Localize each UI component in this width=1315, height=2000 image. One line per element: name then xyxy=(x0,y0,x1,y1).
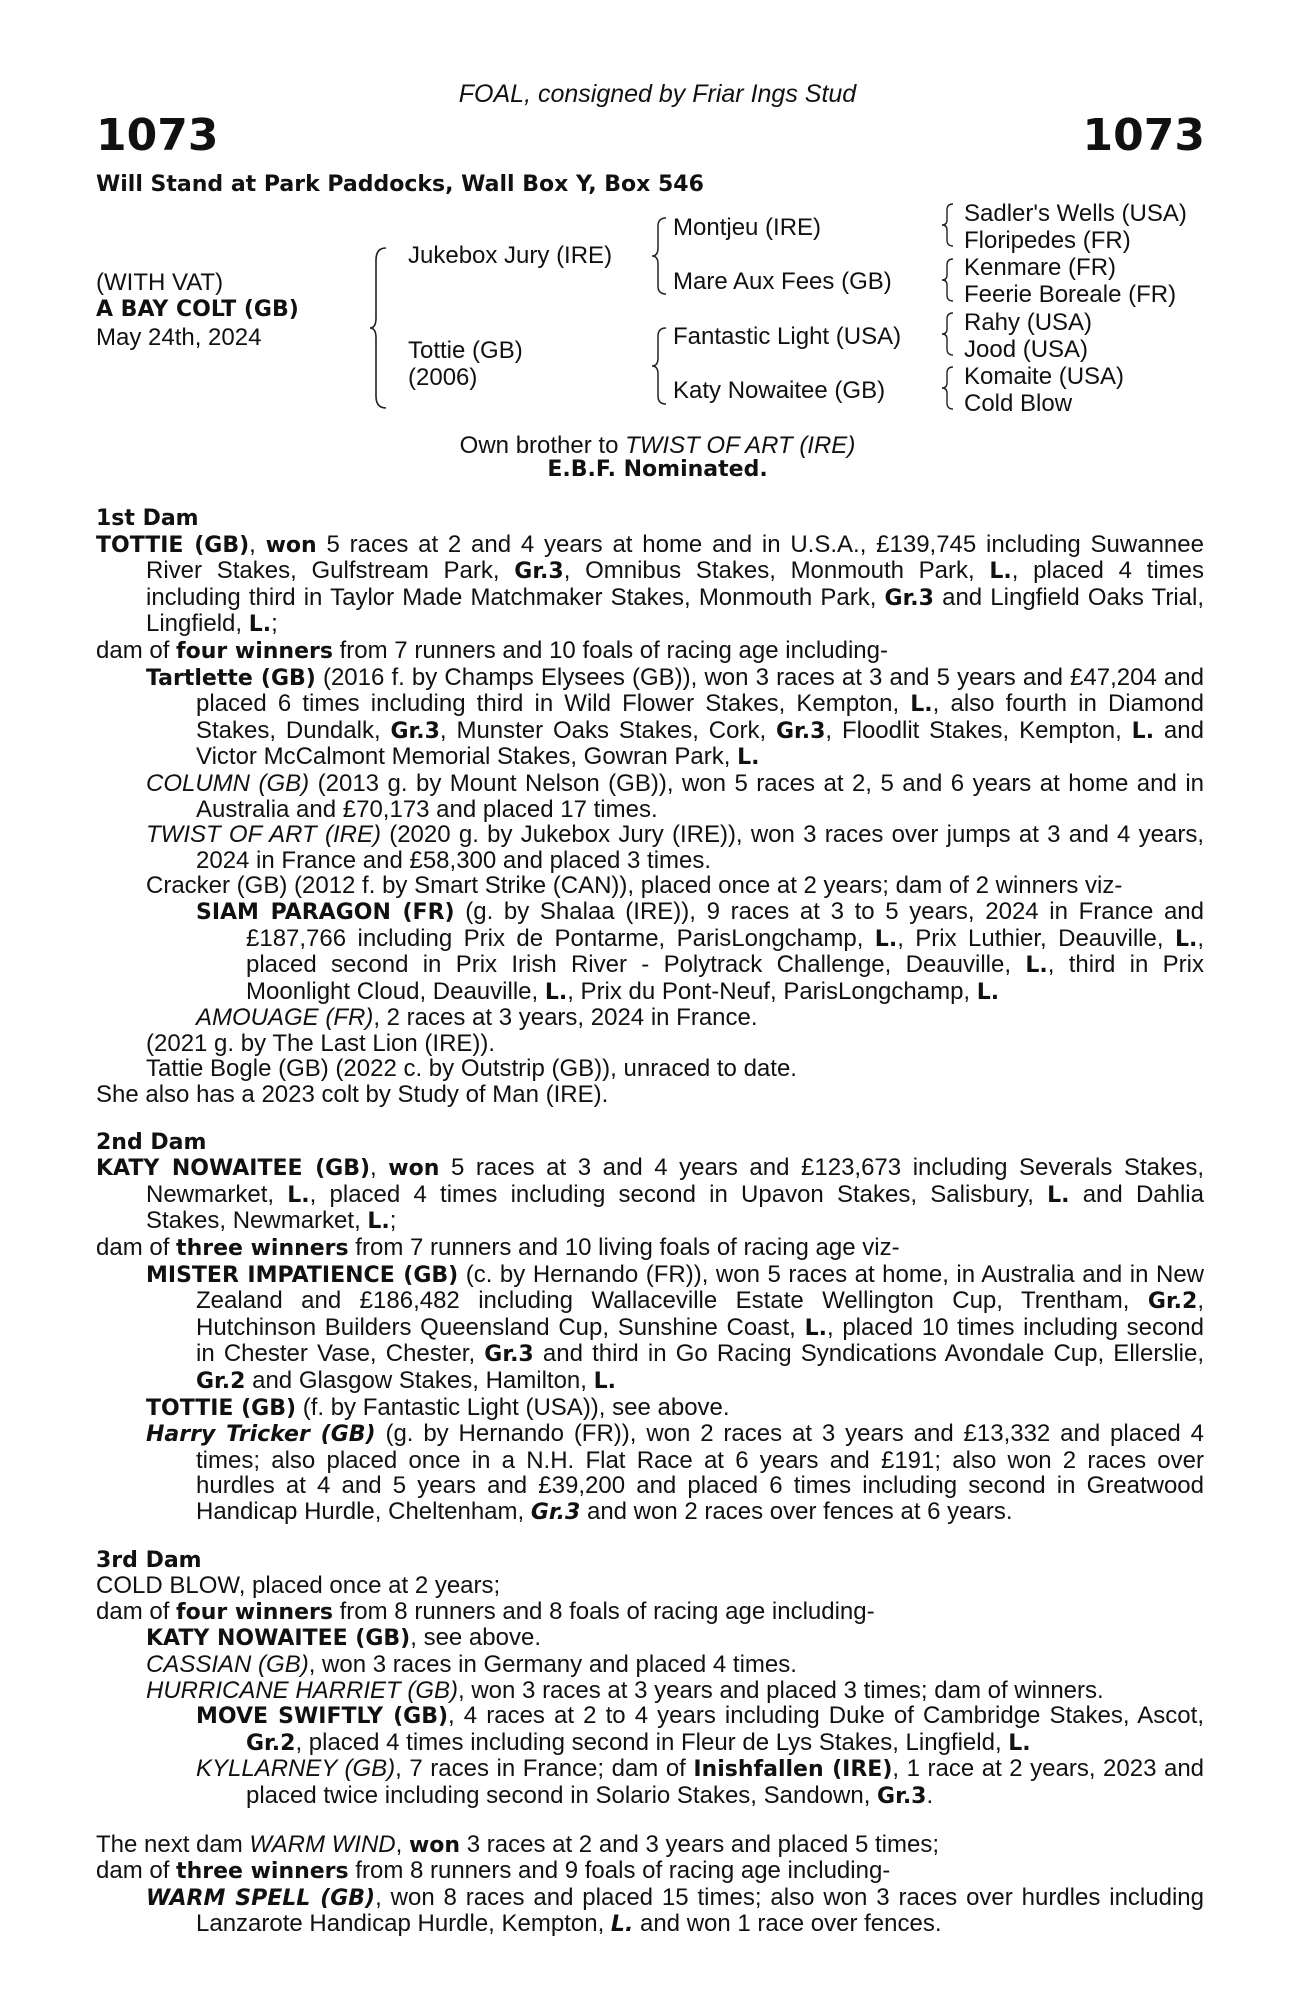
pedigree-dam-dam: Katy Nowaitee (GB) xyxy=(673,377,886,404)
emphasis-text: MOVE SWIFTLY (GB) xyxy=(196,1704,449,1730)
produce-entry xyxy=(96,1678,1204,1704)
body-text: (g. by Hernando (FR)), won 2 races at 3 years and £13,332 and placed 4 times; also placed once in a N.H. Flat Race at 6 years and £191; also won 2 races over hurdles at 4 and 5 years and £39,200 and placed 6 times including second in Greatwood Handicap Hurdle, Cheltenham, xyxy=(196,1420,1204,1525)
emphasis-text: KATY NOWAITEE (GB) xyxy=(146,1626,411,1652)
body-text: , placed second in Prix Irish River - Polytrack Challenge, Deauville, xyxy=(246,924,1204,979)
catalogue-body xyxy=(96,506,1204,1938)
body-text: dam of xyxy=(96,1597,177,1625)
emphasis-text: L. xyxy=(910,692,933,718)
body-text: She also has a 2023 colt by Study of Man (IRE). xyxy=(96,1081,609,1109)
emphasis-text: COLUMN (GB) xyxy=(146,769,310,797)
body-text: , 7 races in France; dam of xyxy=(395,1755,694,1783)
body-text: ; xyxy=(271,610,278,638)
emphasis-text: L. xyxy=(874,926,898,952)
body-text: dam of xyxy=(96,636,177,664)
body-text: (2020 g. by Jukebox Jury (IRE)), won 3 races over jumps at 3 and 4 years, 2024 in France and £58,300 and placed 3 times. xyxy=(196,821,1204,874)
emphasis-text: L. xyxy=(544,979,568,1005)
body-text: (f. by Fantastic Light (USA)), see above. xyxy=(296,1393,730,1421)
body-text: , Omnibus Stakes, Monmouth Park, xyxy=(563,557,990,585)
body-text: dam of xyxy=(96,1857,177,1885)
first-dam-produce-summary xyxy=(96,638,1204,665)
emphasis-text: Gr.3 xyxy=(514,559,564,585)
pedigree-dam-year: (2006) xyxy=(408,364,478,391)
body-text: from 7 runners and 10 living foals of racing age viz- xyxy=(348,1234,900,1262)
stand-location: Will Stand at Park Paddocks, Wall Box Y, Box 546 xyxy=(96,172,704,197)
emphasis-text: Tartlette (GB) xyxy=(146,665,316,691)
second-dam-produce-summary xyxy=(96,1235,1204,1262)
body-text: from 8 runners and 8 foals of racing age including- xyxy=(332,1597,875,1625)
emphasis-text: L. xyxy=(1008,1730,1031,1756)
body-text: , xyxy=(249,530,266,558)
body-text: and Dahlia Stakes, Newmarket, xyxy=(146,1180,1204,1235)
produce-entry xyxy=(96,899,1204,1005)
emphasis-text: Inishfallen (IRE) xyxy=(693,1757,893,1783)
body-text: , Prix du Pont-Neuf, ParisLongchamp, xyxy=(567,977,977,1005)
pedigree-sire-dam: Mare Aux Fees (GB) xyxy=(673,268,892,295)
body-text: , Prix Luthier, Deauville, xyxy=(897,924,1175,952)
pedigree-g3: Kenmare (FR) xyxy=(964,254,1117,281)
body-text: (g. by Shalaa (IRE)), 9 races at 3 to 5 years, 2024 in France and £187,766 including Prix de Pontarme, ParisLongchamp, xyxy=(246,897,1205,952)
next-dam-produce-summary xyxy=(96,1858,1204,1885)
emphasis-text: CASSIAN (GB) xyxy=(146,1650,309,1678)
third-dam-produce-summary xyxy=(96,1599,1204,1626)
body-text: 5 races at 3 and 4 years and £123,673 including Severals Stakes, Newmarket, xyxy=(146,1154,1204,1208)
body-text: , won 8 races and placed 15 times; also won 3 races over hurdles including Lanzarote Handicap Hurdle, Kempton, xyxy=(196,1883,1204,1938)
body-text: , 2 races at 3 years, 2024 in France. xyxy=(373,1004,758,1032)
produce-entry xyxy=(96,1756,1204,1809)
produce-entry xyxy=(96,1005,1204,1031)
emphasis-text: L. xyxy=(1174,926,1198,952)
emphasis-text: AMOUAGE (FR) xyxy=(196,1004,374,1032)
body-text: The next dam xyxy=(96,1830,250,1858)
emphasis-text: L. xyxy=(1131,718,1155,744)
body-text: and won 2 races over fences at 6 years. xyxy=(580,1497,1013,1525)
emphasis-text: KYLLARNEY (GB) xyxy=(196,1755,396,1783)
next-dam-paragraph xyxy=(96,1832,1204,1859)
emphasis-text: Gr.2 xyxy=(246,1730,296,1756)
emphasis-text: L. xyxy=(737,745,760,771)
produce-entry xyxy=(96,1625,1204,1652)
emphasis-text: HURRICANE HARRIET (GB) xyxy=(146,1676,459,1704)
body-text: Cracker (GB) (2012 f. by Smart Strike (CAN)), placed once at 2 years; dam of 2 winners viz- xyxy=(146,872,1123,900)
produce-entry xyxy=(96,771,1204,822)
emphasis-text: L. xyxy=(1047,1182,1070,1208)
pedigree-dam-sire: Fantastic Light (USA) xyxy=(673,323,902,350)
body-text: , 4 races at 2 to 4 years including Duke of Cambridge Stakes, Ascot, xyxy=(448,1702,1204,1730)
first-dam-heading: 1st Dam xyxy=(96,506,199,531)
emphasis-text: TWIST OF ART (IRE) xyxy=(146,821,381,849)
lot-number-right: 1073 xyxy=(1082,110,1205,161)
pedigree-g4: Feerie Boreale (FR) xyxy=(964,281,1177,308)
emphasis-text: Gr.3 xyxy=(390,718,440,744)
emphasis-text: three winners xyxy=(176,1236,349,1262)
body-text: , xyxy=(395,1830,409,1858)
body-text: 5 races at 2 and 4 years at home and in U.S.A., £139,745 including Suwannee River Stakes, Gulfstream Park, xyxy=(146,530,1204,585)
emphasis-text: WARM WIND xyxy=(249,1830,396,1858)
own-brother-prefix: Own brother to xyxy=(459,432,626,459)
emphasis-text: TOTTIE (GB) xyxy=(146,1395,297,1421)
pedigree-brace xyxy=(368,246,392,410)
emphasis-text: L. xyxy=(248,612,272,638)
vat-note: (WITH VAT) xyxy=(96,269,224,296)
body-text: , won 3 races at 3 years and placed 3 times; dam of winners. xyxy=(458,1676,1104,1704)
body-text: , placed 10 times including second in Chester Vase, Chester, xyxy=(196,1313,1205,1368)
pedigree-brace xyxy=(650,326,670,406)
second-dam-heading: 2nd Dam xyxy=(96,1129,207,1155)
produce-entry xyxy=(96,1421,1204,1525)
pedigree-g5: Rahy (USA) xyxy=(964,309,1093,336)
pedigree-sire: Jukebox Jury (IRE) xyxy=(408,242,613,269)
pedigree-g6: Jood (USA) xyxy=(964,336,1089,363)
emphasis-text: Gr.3 xyxy=(530,1499,581,1525)
emphasis-text: L. xyxy=(804,1315,827,1341)
body-text: , Munster Oaks Stakes, Cork, xyxy=(439,716,776,744)
emphasis-text: L. xyxy=(1025,953,1048,979)
pedigree-g7: Komaite (USA) xyxy=(964,363,1125,390)
ebf-nominated: E.B.F. Nominated. xyxy=(547,457,768,482)
produce-entry xyxy=(96,873,1204,899)
body-text: ; xyxy=(389,1207,397,1235)
own-brother-name: TWIST OF ART (IRE) xyxy=(625,432,856,459)
emphasis-text: MISTER IMPATIENCE (GB) xyxy=(146,1262,459,1288)
body-text: (2016 f. by Champs Elysees (GB)), won 3 races at 3 and 5 years and £47,204 and placed 6 times including third in Wild Flower Stakes, Kempton, xyxy=(196,663,1204,718)
emphasis-text: Gr.3 xyxy=(775,718,826,744)
pedigree-brace xyxy=(940,311,956,357)
body-text: and Victor McCalmont Memorial Stakes, Gowran Park, xyxy=(196,716,1204,771)
body-text: , placed 4 times including second in Upavon Stakes, Salisbury, xyxy=(309,1180,1048,1208)
pedigree-g8: Cold Blow xyxy=(964,390,1073,417)
emphasis-text: Gr.3 xyxy=(484,1342,534,1368)
pedigree-brace xyxy=(940,257,956,303)
pedigree-dam: Tottie (GB) xyxy=(408,337,523,364)
pedigree-brace xyxy=(940,202,956,248)
emphasis-text: won xyxy=(265,532,317,558)
body-text: , also fourth in Diamond Stakes, Dundalk, xyxy=(196,690,1204,744)
body-text: , xyxy=(370,1154,389,1182)
produce-entry xyxy=(96,1703,1204,1756)
emphasis-text: four winners xyxy=(176,1599,333,1625)
body-text: , Hutchinson Builders Queensland Cup, Sunshine Coast, xyxy=(196,1287,1204,1341)
produce-entry xyxy=(96,665,1204,771)
emphasis-text: WARM SPELL (GB) xyxy=(146,1885,376,1911)
body-text: from 7 runners and 10 foals of racing age including- xyxy=(332,636,888,664)
produce-entry xyxy=(96,1652,1204,1678)
first-dam-paragraph xyxy=(96,532,1204,638)
emphasis-text: Gr.3 xyxy=(877,1783,927,1809)
body-text: , third in Prix Moonlight Cloud, Deauville, xyxy=(246,951,1204,1005)
emphasis-text: won xyxy=(388,1156,440,1182)
body-text: , won 3 races in Germany and placed 4 times. xyxy=(308,1650,797,1678)
body-text: and third in Go Racing Syndications Avondale Cup, Ellerslie, xyxy=(533,1340,1205,1368)
emphasis-text: Harry Tricker (GB) xyxy=(146,1422,376,1448)
emphasis-text: L. xyxy=(287,1182,310,1208)
body-text: . xyxy=(926,1781,934,1809)
consignment-line: FOAL, consigned by Friar Ings Stud xyxy=(458,80,857,108)
emphasis-text: Gr.3 xyxy=(884,585,934,611)
body-text: and won 1 race over fences. xyxy=(633,1910,942,1938)
foaling-date: May 24th, 2024 xyxy=(96,324,262,351)
emphasis-text: four winners xyxy=(176,638,333,664)
body-text: , placed 4 times including second in Fleur de Lys Stakes, Lingfield, xyxy=(295,1728,1009,1756)
body-text: Tattie Bogle (GB) (2022 c. by Outstrip (GB)), unraced to date. xyxy=(146,1055,797,1083)
body-text: 3 races at 2 and 3 years and placed 5 times; xyxy=(460,1830,940,1858)
pedigree-g1: Sadler's Wells (USA) xyxy=(964,200,1187,227)
emphasis-text: Gr.2 xyxy=(196,1369,246,1394)
body-text: , Floodlit Stakes, Kempton, xyxy=(825,716,1132,744)
lot-number-left: 1073 xyxy=(96,110,219,161)
body-text: and Lingfield Oaks Trial, Lingfield, xyxy=(146,583,1205,638)
body-text: and Glasgow Stakes, Hamilton, xyxy=(245,1367,594,1394)
emphasis-text: L. xyxy=(976,979,1000,1005)
pedigree-brace xyxy=(940,365,956,411)
emphasis-text: L. xyxy=(367,1209,390,1235)
body-text: from 8 runners and 9 foals of racing age including- xyxy=(348,1857,891,1885)
emphasis-text: Gr.2 xyxy=(1147,1289,1198,1315)
emphasis-text: TOTTIE (GB) xyxy=(96,532,250,558)
pedigree-g2: Floripedes (FR) xyxy=(964,227,1131,254)
produce-entry xyxy=(96,1395,1204,1422)
emphasis-text: won xyxy=(408,1832,461,1858)
emphasis-text: KATY NOWAITEE (GB) xyxy=(96,1156,371,1182)
body-text: (c. by Hernando (FR)), won 5 races at home, in Australia and in New Zealand and £186,482 including Wallaceville Estate Wellington Cup, Trentham, xyxy=(196,1260,1204,1315)
body-text: , see above. xyxy=(410,1624,541,1652)
produce-entry xyxy=(96,1056,1204,1082)
pedigree-sire-sire: Montjeu (IRE) xyxy=(673,214,822,241)
produce-entry xyxy=(96,822,1204,873)
emphasis-text: L. xyxy=(593,1369,616,1394)
body-text: (2013 g. by Mount Nelson (GB)), won 5 races at 2, 5 and 6 years at home and in Australia and £70,173 and placed 17 times. xyxy=(196,769,1204,823)
produce-entry xyxy=(96,1885,1204,1938)
third-dam-heading: 3rd Dam xyxy=(96,1547,202,1573)
body-text: COLD BLOW, placed once at 2 years; xyxy=(96,1572,501,1600)
second-dam-paragraph xyxy=(96,1155,1204,1235)
body-text: dam of xyxy=(96,1234,177,1262)
emphasis-text: L. xyxy=(610,1912,634,1938)
emphasis-text: SIAM PARAGON (FR) xyxy=(196,899,455,925)
produce-entry xyxy=(96,1262,1204,1395)
horse-name: A BAY COLT (GB) xyxy=(96,297,299,322)
produce-entry xyxy=(96,1031,1204,1057)
own-brother-note xyxy=(0,432,1315,460)
emphasis-text: three winners xyxy=(176,1859,349,1885)
produce-entry xyxy=(96,1082,1204,1108)
emphasis-text: L. xyxy=(989,559,1012,585)
pedigree-brace xyxy=(650,216,670,296)
body-text: , 1 race at 2 years, 2023 and placed twice including second in Solario Stakes, Sandown, xyxy=(246,1755,1205,1809)
third-dam-paragraph xyxy=(96,1573,1204,1599)
body-text: (2021 g. by The Last Lion (IRE)). xyxy=(146,1029,496,1057)
body-text: , placed 4 times including third in Taylor Made Matchmaker Stakes, Monmouth Park, xyxy=(146,557,1205,611)
